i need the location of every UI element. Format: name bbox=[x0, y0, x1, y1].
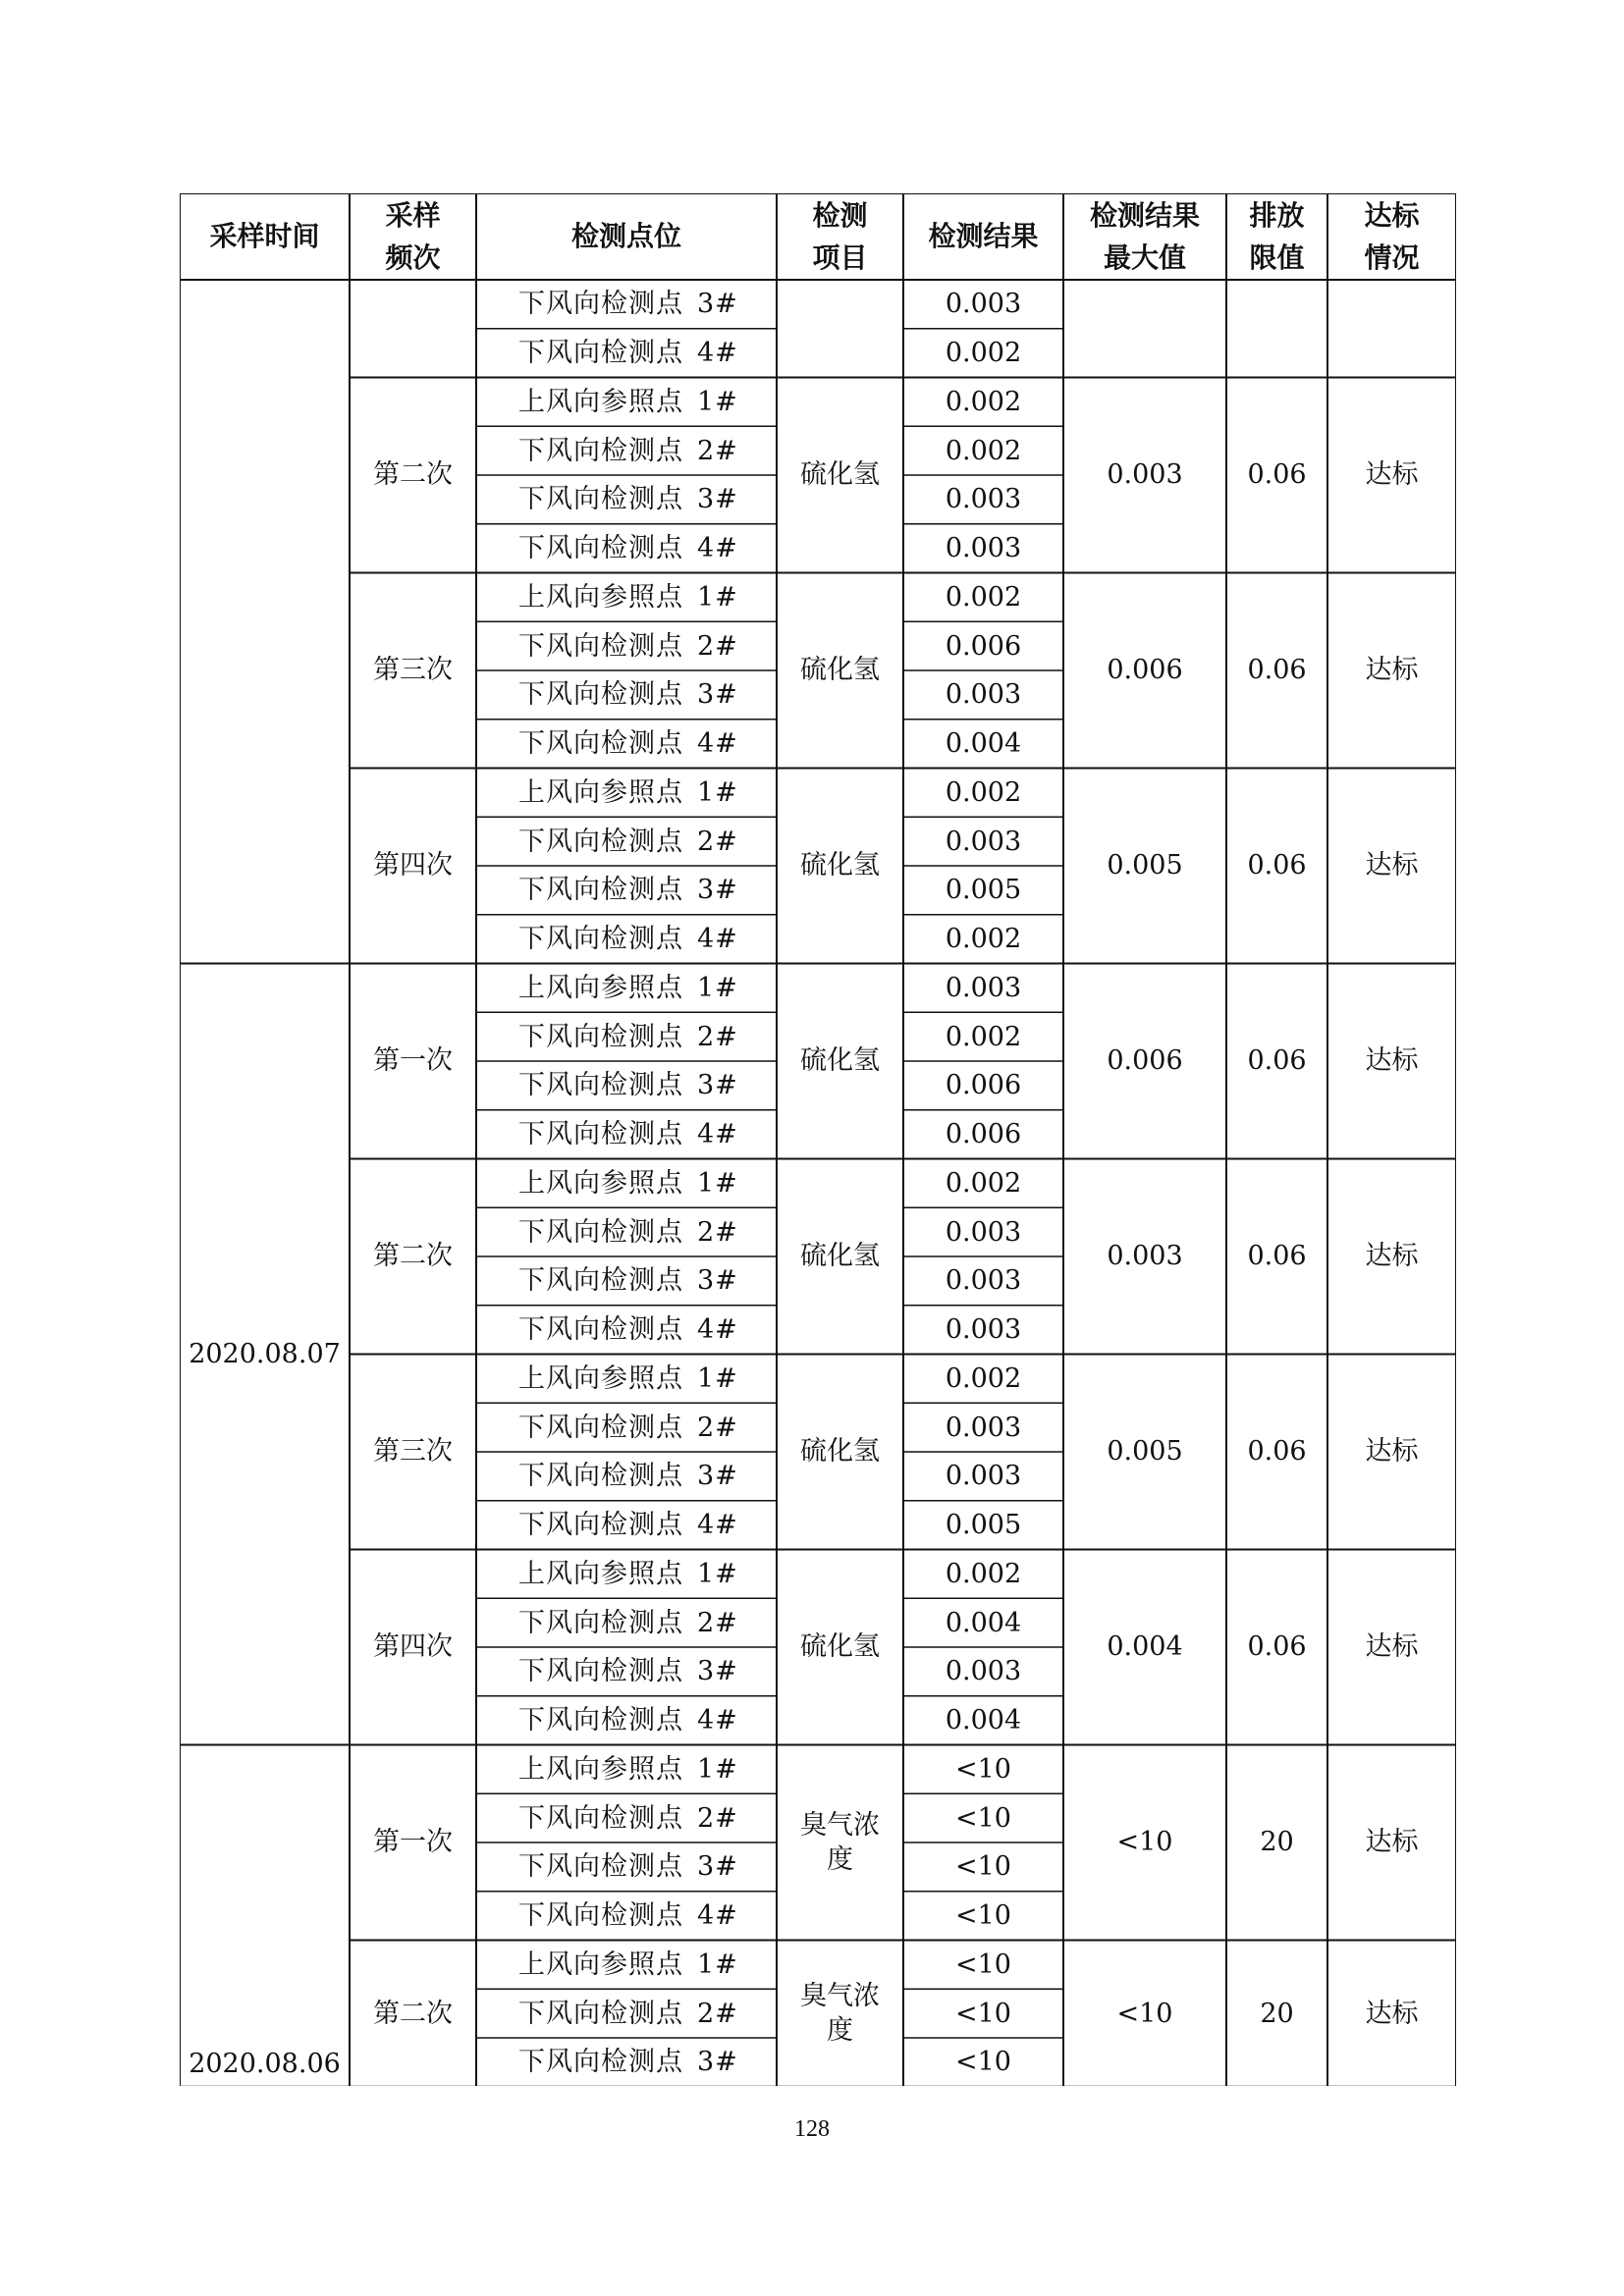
result-value-cell: 0.003 bbox=[945, 679, 1022, 711]
monitoring-point-name: 下风向检测点 bbox=[518, 1802, 683, 1834]
result-value-cell: 0.005 bbox=[945, 875, 1022, 906]
sampling-frequency-cell: 第四次 bbox=[373, 850, 453, 881]
monitoring-point-name: 下风向检测点 bbox=[518, 533, 683, 564]
monitoring-point-name: 下风向检测点 bbox=[518, 924, 683, 955]
emission-limit-cell: 0.06 bbox=[1247, 1631, 1307, 1663]
monitoring-point-name: 上风向参照点 bbox=[518, 386, 683, 417]
monitoring-point-number: 1# bbox=[697, 1362, 738, 1394]
monitoring-point-cell bbox=[476, 1012, 777, 1061]
result-value-cell: <10 bbox=[955, 1753, 1011, 1785]
monitoring-point-number: 1# bbox=[697, 1558, 738, 1589]
result-value-cell: 0.003 bbox=[945, 826, 1022, 857]
monitoring-point-cell bbox=[476, 1110, 777, 1159]
result-value-cell: 0.002 bbox=[945, 386, 1022, 417]
monitoring-point-name: 下风向检测点 bbox=[518, 2047, 683, 2078]
monitoring-point-name: 上风向参照点 bbox=[518, 972, 683, 1003]
monitoring-point-name: 上风向参照点 bbox=[518, 1167, 683, 1199]
result-value-cell: 0.003 bbox=[945, 484, 1022, 515]
monitoring-point-name: 上风向参照点 bbox=[518, 776, 683, 808]
result-value-cell: 0.002 bbox=[945, 924, 1022, 955]
monitoring-point-name: 下风向检测点 bbox=[518, 1510, 683, 1541]
monitoring-point-number: 4# bbox=[697, 1119, 738, 1150]
result-value-cell: 0.003 bbox=[945, 1265, 1022, 1297]
sampling-date-cell bbox=[180, 280, 350, 964]
result-value-cell: 0.002 bbox=[945, 776, 1022, 808]
header-sampling-frequency bbox=[350, 193, 476, 280]
monitoring-point-name: 下风向检测点 bbox=[518, 484, 683, 515]
header-monitoring-point-label: 检测点位 bbox=[570, 220, 681, 253]
max-result-cell: 0.006 bbox=[1107, 1045, 1183, 1077]
monitoring-point-name: 上风向参照点 bbox=[518, 1558, 683, 1589]
result-value-cell: 0.003 bbox=[945, 1461, 1022, 1492]
result-value-cell: 0.002 bbox=[945, 1167, 1022, 1199]
monitoring-point-number: 2# bbox=[697, 630, 738, 662]
header-compliance-status-line2: 情况 bbox=[1364, 241, 1420, 274]
sampling-frequency-cell: 第二次 bbox=[373, 1241, 453, 1272]
monitoring-point-name: 上风向参照点 bbox=[518, 1362, 683, 1394]
monitoring-point-number: 2# bbox=[697, 1216, 738, 1248]
monitoring-point-name: 下风向检测点 bbox=[518, 338, 683, 369]
monitoring-point-number: 3# bbox=[697, 2047, 738, 2078]
monitoring-point-name: 下风向检测点 bbox=[518, 1656, 683, 1687]
header-max-result-line1: 检测结果 bbox=[1089, 198, 1200, 232]
emission-limit-cell: 0.06 bbox=[1247, 1241, 1307, 1272]
emission-limit-cell: 20 bbox=[1260, 1827, 1294, 1858]
monitoring-point-number: 3# bbox=[697, 289, 738, 320]
monitoring-point-name: 下风向检测点 bbox=[518, 1070, 683, 1101]
monitoring-point-cell bbox=[476, 817, 777, 866]
max-result-cell: 0.005 bbox=[1107, 850, 1183, 881]
header-result-label: 检测结果 bbox=[928, 220, 1039, 253]
header-monitoring-item-line2: 项目 bbox=[812, 241, 868, 274]
page-number: 128 bbox=[794, 2116, 830, 2142]
monitoring-point-cell bbox=[476, 720, 777, 769]
max-result-cell bbox=[1063, 280, 1226, 378]
result-value-cell: 0.002 bbox=[945, 581, 1022, 613]
max-result-cell: 0.003 bbox=[1107, 459, 1183, 491]
compliance-status-cell: 达标 bbox=[1365, 1045, 1419, 1077]
result-value-cell: <10 bbox=[955, 1802, 1011, 1834]
monitoring-point-number: 3# bbox=[697, 1070, 738, 1101]
header-compliance-status-line1: 达标 bbox=[1364, 198, 1420, 232]
emission-limit-cell: 0.06 bbox=[1247, 1436, 1307, 1468]
monitoring-point-cell bbox=[476, 1842, 777, 1892]
monitoring-point-cell bbox=[476, 1403, 777, 1452]
compliance-status-cell: 达标 bbox=[1365, 1631, 1419, 1663]
monitoring-point-name: 下风向检测点 bbox=[518, 289, 683, 320]
monitoring-point-name: 上风向参照点 bbox=[518, 1753, 683, 1785]
monitoring-point-name: 上风向参照点 bbox=[518, 1949, 683, 1980]
max-result-cell: 0.004 bbox=[1107, 1631, 1183, 1663]
monitoring-point-number: 3# bbox=[697, 1656, 738, 1687]
monitoring-point-cell bbox=[476, 280, 777, 329]
monitoring-point-number: 1# bbox=[697, 1753, 738, 1785]
monitoring-point-cell bbox=[476, 1696, 777, 1745]
result-value-cell: 0.002 bbox=[945, 338, 1022, 369]
monitoring-point-cell bbox=[476, 1892, 777, 1941]
header-max-result bbox=[1063, 193, 1226, 280]
monitoring-item-cell: 硫化氢 bbox=[800, 1045, 880, 1077]
monitoring-point-name: 下风向检测点 bbox=[518, 435, 683, 466]
header-sampling-time-label: 采样时间 bbox=[209, 220, 320, 253]
monitoring-item-cell: 硫化氢 bbox=[800, 655, 880, 686]
monitoring-point-number: 3# bbox=[697, 875, 738, 906]
compliance-status-cell: 达标 bbox=[1365, 459, 1419, 491]
monitoring-point-name: 下风向检测点 bbox=[518, 679, 683, 711]
header-monitoring-point bbox=[476, 193, 777, 280]
monitoring-point-name: 下风向检测点 bbox=[518, 1900, 683, 1932]
sampling-frequency-cell bbox=[350, 280, 476, 378]
result-value-cell: <10 bbox=[955, 1998, 1011, 2029]
monitoring-point-name: 下风向检测点 bbox=[518, 1705, 683, 1736]
result-value-cell: 0.003 bbox=[945, 1314, 1022, 1346]
result-value-cell: 0.003 bbox=[945, 972, 1022, 1003]
monitoring-point-cell bbox=[476, 964, 777, 1013]
sampling-date-cell: 2020.08.07 bbox=[189, 1338, 341, 1369]
header-sampling-frequency-line1: 采样 bbox=[385, 198, 441, 232]
max-result-cell: <10 bbox=[1116, 1827, 1173, 1858]
monitoring-point-number: 2# bbox=[697, 1021, 738, 1052]
monitoring-item-cell: 硫化氢 bbox=[800, 1631, 880, 1663]
monitoring-point-name: 下风向检测点 bbox=[518, 875, 683, 906]
monitoring-point-cell bbox=[476, 475, 777, 524]
monitoring-point-cell bbox=[476, 1061, 777, 1110]
monitoring-point-number: 3# bbox=[697, 1461, 738, 1492]
compliance-status-cell: 达标 bbox=[1365, 655, 1419, 686]
monitoring-point-number: 4# bbox=[697, 1314, 738, 1346]
monitoring-point-name: 下风向检测点 bbox=[518, 1119, 683, 1150]
sampling-frequency-cell: 第二次 bbox=[373, 1998, 453, 2029]
monitoring-point-cell bbox=[476, 1306, 777, 1355]
monitoring-point-cell bbox=[476, 573, 777, 622]
monitoring-point-number: 2# bbox=[697, 1412, 738, 1443]
monitoring-point-name: 下风向检测点 bbox=[518, 1998, 683, 2029]
monitoring-point-cell bbox=[476, 426, 777, 475]
header-monitoring-item-line1: 检测 bbox=[812, 198, 868, 232]
result-value-cell: 0.003 bbox=[945, 1412, 1022, 1443]
monitoring-point-name: 下风向检测点 bbox=[518, 1607, 683, 1638]
result-value-cell: 0.002 bbox=[945, 1362, 1022, 1394]
result-value-cell: 0.006 bbox=[945, 630, 1022, 662]
monitoring-point-name: 下风向检测点 bbox=[518, 1412, 683, 1443]
monitoring-point-number: 4# bbox=[697, 1705, 738, 1736]
monitoring-point-number: 1# bbox=[697, 1949, 738, 1980]
monitoring-point-cell bbox=[476, 1452, 777, 1501]
header-max-result-line2: 最大值 bbox=[1103, 241, 1186, 274]
emission-limit-cell: 20 bbox=[1260, 1998, 1294, 2029]
monitoring-point-number: 2# bbox=[697, 435, 738, 466]
sampling-frequency-cell: 第三次 bbox=[373, 655, 453, 686]
monitoring-point-cell bbox=[476, 1793, 777, 1842]
monitoring-point-number: 3# bbox=[697, 1851, 738, 1883]
emission-limit-cell: 0.06 bbox=[1247, 1045, 1307, 1077]
monitoring-point-cell bbox=[476, 2038, 777, 2087]
monitoring-point-cell bbox=[476, 1745, 777, 1794]
monitoring-point-name: 下风向检测点 bbox=[518, 1314, 683, 1346]
header-emission-limit bbox=[1226, 193, 1327, 280]
monitoring-point-number: 1# bbox=[697, 386, 738, 417]
compliance-status-cell: 达标 bbox=[1365, 1436, 1419, 1468]
monitoring-item-cell bbox=[777, 280, 903, 378]
monitoring-point-cell bbox=[476, 670, 777, 720]
monitoring-point-cell bbox=[476, 329, 777, 378]
result-value-cell: <10 bbox=[955, 1851, 1011, 1883]
emission-limit-cell: 0.06 bbox=[1247, 655, 1307, 686]
monitoring-point-cell bbox=[476, 915, 777, 964]
result-value-cell: 0.003 bbox=[945, 533, 1022, 564]
monitoring-point-number: 3# bbox=[697, 484, 738, 515]
monitoring-point-name: 下风向检测点 bbox=[518, 630, 683, 662]
monitoring-point-cell bbox=[476, 1501, 777, 1550]
sampling-frequency-cell: 第四次 bbox=[373, 1631, 453, 1663]
monitoring-point-name: 下风向检测点 bbox=[518, 1216, 683, 1248]
sampling-date-cell: 2020.08.06 bbox=[189, 2048, 341, 2079]
header-emission-limit-line1: 排放 bbox=[1249, 198, 1305, 232]
monitoring-point-name: 下风向检测点 bbox=[518, 826, 683, 857]
max-result-cell: <10 bbox=[1116, 1998, 1173, 2029]
sampling-frequency-cell: 第二次 bbox=[373, 459, 453, 491]
emission-limit-cell bbox=[1226, 280, 1327, 378]
monitoring-point-number: 2# bbox=[697, 1607, 738, 1638]
emission-limit-cell: 0.06 bbox=[1247, 850, 1307, 881]
monitoring-results-table bbox=[180, 193, 1456, 2086]
compliance-status-cell: 达标 bbox=[1365, 1827, 1419, 1858]
compliance-status-cell: 达标 bbox=[1365, 1241, 1419, 1272]
header-result bbox=[903, 193, 1063, 280]
monitoring-item-cell: 硫化氢 bbox=[800, 1436, 880, 1468]
monitoring-point-cell bbox=[476, 1355, 777, 1404]
header-sampling-frequency-line2: 频次 bbox=[385, 241, 441, 274]
result-value-cell: <10 bbox=[955, 1949, 1011, 1980]
monitoring-item-cell: 硫化氢 bbox=[800, 850, 880, 881]
result-value-cell: 0.006 bbox=[945, 1119, 1022, 1150]
monitoring-point-number: 3# bbox=[697, 1265, 738, 1297]
monitoring-point-cell bbox=[476, 1159, 777, 1208]
monitoring-point-name: 下风向检测点 bbox=[518, 728, 683, 760]
max-result-cell: 0.003 bbox=[1107, 1241, 1183, 1272]
monitoring-point-cell bbox=[476, 1941, 777, 1990]
max-result-cell: 0.005 bbox=[1107, 1436, 1183, 1468]
monitoring-point-number: 4# bbox=[697, 924, 738, 955]
monitoring-point-cell bbox=[476, 866, 777, 915]
monitoring-point-cell bbox=[476, 621, 777, 670]
monitoring-point-name: 下风向检测点 bbox=[518, 1265, 683, 1297]
monitoring-item-cell: 硫化氢 bbox=[800, 459, 880, 491]
result-value-cell: 0.002 bbox=[945, 1558, 1022, 1589]
result-value-cell: 0.004 bbox=[945, 728, 1022, 760]
monitoring-point-number: 2# bbox=[697, 1802, 738, 1834]
result-value-cell: 0.004 bbox=[945, 1705, 1022, 1736]
monitoring-point-number: 4# bbox=[697, 1900, 738, 1932]
monitoring-point-name: 下风向检测点 bbox=[518, 1021, 683, 1052]
monitoring-point-cell bbox=[476, 1256, 777, 1306]
result-value-cell: <10 bbox=[955, 1900, 1011, 1932]
monitoring-item-cell: 臭气浓度 bbox=[800, 1981, 880, 2047]
monitoring-point-cell bbox=[476, 378, 777, 427]
compliance-status-cell: 达标 bbox=[1365, 850, 1419, 881]
monitoring-point-name: 上风向参照点 bbox=[518, 581, 683, 613]
result-value-cell: 0.002 bbox=[945, 1021, 1022, 1052]
header-sampling-time bbox=[180, 193, 350, 280]
result-value-cell: 0.003 bbox=[945, 289, 1022, 320]
monitoring-point-cell bbox=[476, 769, 777, 818]
monitoring-item-cell: 臭气浓度 bbox=[800, 1809, 880, 1875]
result-value-cell: 0.005 bbox=[945, 1510, 1022, 1541]
result-value-cell: <10 bbox=[955, 2047, 1011, 2078]
result-value-cell: 0.003 bbox=[945, 1216, 1022, 1248]
monitoring-point-number: 1# bbox=[697, 776, 738, 808]
emission-limit-cell: 0.06 bbox=[1247, 459, 1307, 491]
monitoring-point-cell bbox=[476, 1207, 777, 1256]
result-value-cell: 0.003 bbox=[945, 1656, 1022, 1687]
result-value-cell: 0.002 bbox=[945, 435, 1022, 466]
monitoring-point-number: 4# bbox=[697, 338, 738, 369]
compliance-status-cell: 达标 bbox=[1365, 1998, 1419, 2029]
max-result-cell: 0.006 bbox=[1107, 655, 1183, 686]
monitoring-point-cell bbox=[476, 1989, 777, 2038]
monitoring-point-number: 1# bbox=[697, 1167, 738, 1199]
monitoring-point-number: 1# bbox=[697, 581, 738, 613]
monitoring-point-number: 1# bbox=[697, 972, 738, 1003]
monitoring-point-number: 4# bbox=[697, 533, 738, 564]
monitoring-point-name: 下风向检测点 bbox=[518, 1851, 683, 1883]
monitoring-item-cell: 硫化氢 bbox=[800, 1241, 880, 1272]
header-compliance-status bbox=[1327, 193, 1456, 280]
monitoring-point-number: 4# bbox=[697, 1510, 738, 1541]
monitoring-point-number: 3# bbox=[697, 679, 738, 711]
result-value-cell: 0.006 bbox=[945, 1070, 1022, 1101]
sampling-frequency-cell: 第一次 bbox=[373, 1045, 453, 1077]
monitoring-point-name: 下风向检测点 bbox=[518, 1461, 683, 1492]
header-emission-limit-line2: 限值 bbox=[1249, 241, 1305, 274]
result-value-cell: 0.004 bbox=[945, 1607, 1022, 1638]
monitoring-point-cell bbox=[476, 524, 777, 573]
monitoring-point-number: 2# bbox=[697, 826, 738, 857]
sampling-frequency-cell: 第三次 bbox=[373, 1436, 453, 1468]
sampling-frequency-cell: 第一次 bbox=[373, 1827, 453, 1858]
monitoring-point-number: 4# bbox=[697, 728, 738, 760]
header-monitoring-item bbox=[777, 193, 903, 280]
monitoring-point-number: 2# bbox=[697, 1998, 738, 2029]
monitoring-point-cell bbox=[476, 1598, 777, 1647]
compliance-status-cell bbox=[1327, 280, 1456, 378]
monitoring-point-cell bbox=[476, 1550, 777, 1599]
monitoring-point-cell bbox=[476, 1647, 777, 1696]
